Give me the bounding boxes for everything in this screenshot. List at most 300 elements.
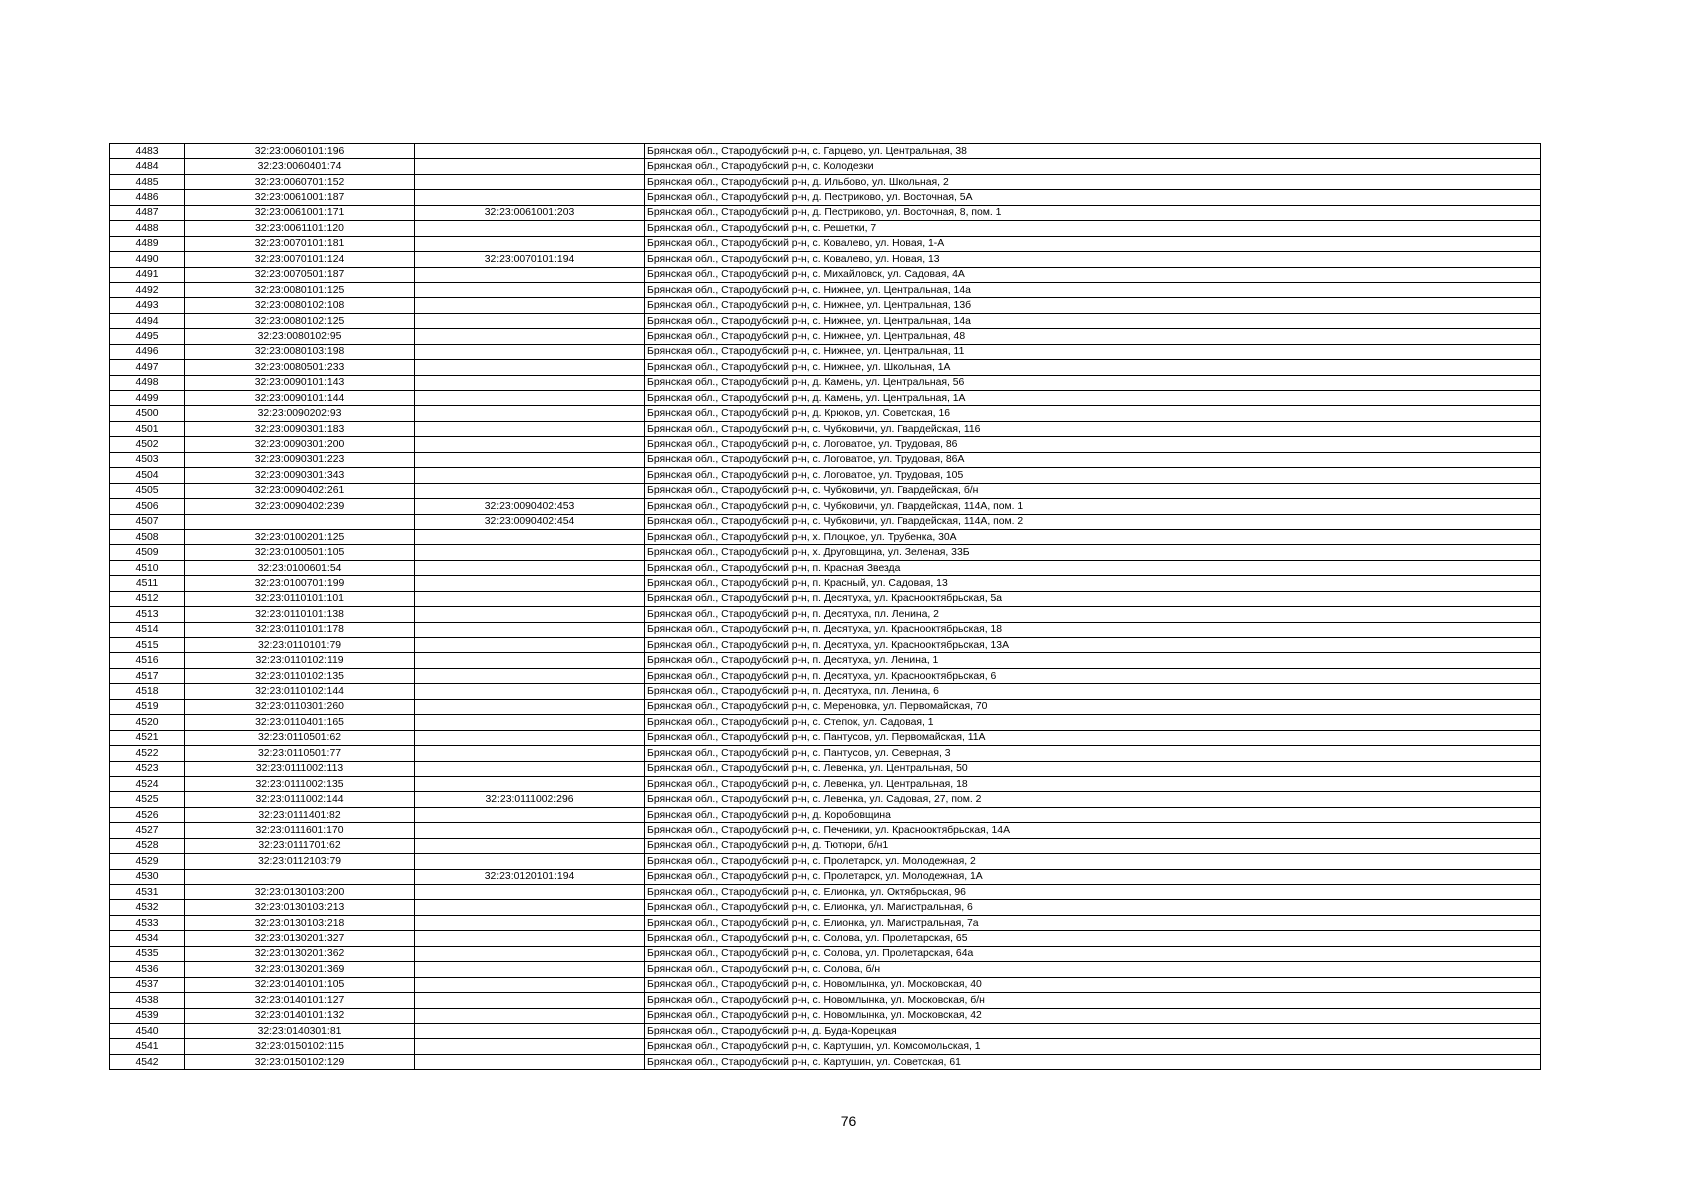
- cadastral-number-cell: 32:23:0112103:79: [185, 854, 415, 869]
- related-cadastral-number-cell: [415, 885, 645, 900]
- table-row: [110, 746, 1541, 761]
- row-number-cell: 4535: [110, 946, 185, 961]
- table-row: [110, 499, 1541, 514]
- address-cell: Брянская обл., Стародубский р-н, с. Михайловск, ул. Садовая, 4А: [645, 267, 1541, 282]
- table-row: [110, 699, 1541, 714]
- related-cadastral-number-cell: [415, 1039, 645, 1054]
- address-cell: Брянская обл., Стародубский р-н, п. Десятуха, ул. Краснооктябрьская, 5а: [645, 591, 1541, 606]
- cadastral-number-cell: 32:23:0070101:181: [185, 236, 415, 251]
- table-row: [110, 576, 1541, 591]
- cadastral-number-cell: 32:23:0080102:108: [185, 298, 415, 313]
- related-cadastral-number-cell: [415, 529, 645, 544]
- cadastral-number-cell: 32:23:0130201:327: [185, 931, 415, 946]
- row-number-cell: 4501: [110, 421, 185, 436]
- cadastral-number-cell: 32:23:0110101:178: [185, 622, 415, 637]
- row-number-cell: 4537: [110, 977, 185, 992]
- related-cadastral-number-cell: [415, 854, 645, 869]
- table-row: [110, 529, 1541, 544]
- table-row: [110, 1054, 1541, 1069]
- address-cell: Брянская обл., Стародубский р-н, с. Новомлынка, ул. Московская, 40: [645, 977, 1541, 992]
- row-number-cell: 4528: [110, 838, 185, 853]
- related-cadastral-number-cell: [415, 282, 645, 297]
- address-cell: Брянская обл., Стародубский р-н, д. Ильбово, ул. Школьная, 2: [645, 174, 1541, 189]
- cadastral-number-cell: 32:23:0080102:95: [185, 329, 415, 344]
- row-number-cell: 4533: [110, 915, 185, 930]
- related-cadastral-number-cell: [415, 1054, 645, 1069]
- cadastral-number-cell: 32:23:0080501:233: [185, 360, 415, 375]
- cadastral-number-cell: 32:23:0111002:113: [185, 761, 415, 776]
- cadastral-number-cell: 32:23:0080102:125: [185, 313, 415, 328]
- registry-table-body: [110, 144, 1541, 1070]
- related-cadastral-number-cell: [415, 406, 645, 421]
- address-cell: Брянская обл., Стародубский р-н, с. Нижнее, ул. Центральная, 14а: [645, 313, 1541, 328]
- table-row: [110, 1008, 1541, 1023]
- table-row: [110, 776, 1541, 791]
- related-cadastral-number-cell: [415, 329, 645, 344]
- row-number-cell: 4500: [110, 406, 185, 421]
- address-cell: Брянская обл., Стародубский р-н, с. Солова, ул. Пролетарская, 64а: [645, 946, 1541, 961]
- address-cell: Брянская обл., Стародубский р-н, с. Пролетарск, ул. Молодежная, 2: [645, 854, 1541, 869]
- related-cadastral-number-cell: [415, 298, 645, 313]
- row-number-cell: 4509: [110, 545, 185, 560]
- row-number-cell: 4505: [110, 483, 185, 498]
- related-cadastral-number-cell: [415, 576, 645, 591]
- cadastral-number-cell: 32:23:0100201:125: [185, 529, 415, 544]
- table-row: [110, 159, 1541, 174]
- row-number-cell: 4494: [110, 313, 185, 328]
- row-number-cell: 4502: [110, 437, 185, 452]
- related-cadastral-number-cell: [415, 900, 645, 915]
- cadastral-number-cell: 32:23:0110102:144: [185, 684, 415, 699]
- row-number-cell: 4516: [110, 653, 185, 668]
- row-number-cell: 4534: [110, 931, 185, 946]
- related-cadastral-number-cell: [415, 838, 645, 853]
- address-cell: Брянская обл., Стародубский р-н, с. Елионка, ул. Магистральная, 7а: [645, 915, 1541, 930]
- cadastral-number-cell: 32:23:0100601:54: [185, 560, 415, 575]
- table-row: [110, 607, 1541, 622]
- row-number-cell: 4536: [110, 962, 185, 977]
- table-row: [110, 205, 1541, 220]
- cadastral-number-cell: 32:23:0130103:218: [185, 915, 415, 930]
- table-row: [110, 792, 1541, 807]
- related-cadastral-number-cell: [415, 468, 645, 483]
- address-cell: Брянская обл., Стародубский р-н, с. Картушин, ул. Комсомольская, 1: [645, 1039, 1541, 1054]
- row-number-cell: 4531: [110, 885, 185, 900]
- address-cell: Брянская обл., Стародубский р-н, с. Новомлынка, ул. Московская, 42: [645, 1008, 1541, 1023]
- row-number-cell: 4518: [110, 684, 185, 699]
- row-number-cell: 4490: [110, 252, 185, 267]
- table-row: [110, 869, 1541, 884]
- address-cell: Брянская обл., Стародубский р-н, д. Тютюри, б/н1: [645, 838, 1541, 853]
- table-row: [110, 421, 1541, 436]
- cadastral-number-cell: [185, 514, 415, 529]
- address-cell: Брянская обл., Стародубский р-н, с. Печеники, ул. Краснооктябрьская, 14А: [645, 823, 1541, 838]
- row-number-cell: 4493: [110, 298, 185, 313]
- table-row: [110, 638, 1541, 653]
- row-number-cell: 4485: [110, 174, 185, 189]
- row-number-cell: 4522: [110, 746, 185, 761]
- table-row: [110, 144, 1541, 159]
- related-cadastral-number-cell: [415, 915, 645, 930]
- cadastral-number-cell: 32:23:0110101:138: [185, 607, 415, 622]
- row-number-cell: 4529: [110, 854, 185, 869]
- address-cell: Брянская обл., Стародубский р-н, д. Пестриково, ул. Восточная, 5А: [645, 190, 1541, 205]
- address-cell: Брянская обл., Стародубский р-н, с. Гарцево, ул. Центральная, 38: [645, 144, 1541, 159]
- row-number-cell: 4512: [110, 591, 185, 606]
- table-row: [110, 190, 1541, 205]
- row-number-cell: 4489: [110, 236, 185, 251]
- table-row: [110, 977, 1541, 992]
- row-number-cell: 4538: [110, 993, 185, 1008]
- table-row: [110, 437, 1541, 452]
- row-number-cell: 4526: [110, 807, 185, 822]
- cadastral-number-cell: [185, 869, 415, 884]
- table-row: [110, 993, 1541, 1008]
- cadastral-number-cell: 32:23:0110301:260: [185, 699, 415, 714]
- cadastral-number-cell: 32:23:0090402:239: [185, 499, 415, 514]
- address-cell: Брянская обл., Стародубский р-н, п. Красный, ул. Садовая, 13: [645, 576, 1541, 591]
- related-cadastral-number-cell: [415, 545, 645, 560]
- cadastral-number-cell: 32:23:0111401:82: [185, 807, 415, 822]
- table-row: [110, 221, 1541, 236]
- related-cadastral-number-cell: [415, 591, 645, 606]
- cadastral-number-cell: 32:23:0110501:62: [185, 730, 415, 745]
- row-number-cell: 4540: [110, 1023, 185, 1038]
- table-row: [110, 715, 1541, 730]
- address-cell: Брянская обл., Стародубский р-н, с. Пантусов, ул. Первомайская, 11А: [645, 730, 1541, 745]
- address-cell: Брянская обл., Стародубский р-н, с. Логоватое, ул. Трудовая, 86: [645, 437, 1541, 452]
- cadastral-number-cell: 32:23:0111601:170: [185, 823, 415, 838]
- table-row: [110, 267, 1541, 282]
- address-cell: Брянская обл., Стародубский р-н, д. Камень, ул. Центральная, 56: [645, 375, 1541, 390]
- row-number-cell: 4542: [110, 1054, 185, 1069]
- cadastral-number-cell: 32:23:0110501:77: [185, 746, 415, 761]
- row-number-cell: 4499: [110, 391, 185, 406]
- table-row: [110, 653, 1541, 668]
- table-row: [110, 406, 1541, 421]
- cadastral-number-cell: 32:23:0140101:132: [185, 1008, 415, 1023]
- cadastral-number-cell: 32:23:0111002:144: [185, 792, 415, 807]
- table-row: [110, 174, 1541, 189]
- address-cell: Брянская обл., Стародубский р-н, с. Нижнее, ул. Центральная, 13б: [645, 298, 1541, 313]
- related-cadastral-number-cell: [415, 344, 645, 359]
- row-number-cell: 4532: [110, 900, 185, 915]
- table-row: [110, 483, 1541, 498]
- related-cadastral-number-cell: [415, 638, 645, 653]
- table-row: [110, 823, 1541, 838]
- address-cell: Брянская обл., Стародубский р-н, с. Левенка, ул. Садовая, 27, пом. 2: [645, 792, 1541, 807]
- address-cell: Брянская обл., Стародубский р-н, с. Нижнее, ул. Школьная, 1А: [645, 360, 1541, 375]
- row-number-cell: 4498: [110, 375, 185, 390]
- row-number-cell: 4510: [110, 560, 185, 575]
- registry-table: [109, 143, 1541, 1070]
- address-cell: Брянская обл., Стародубский р-н, с. Степок, ул. Садовая, 1: [645, 715, 1541, 730]
- address-cell: Брянская обл., Стародубский р-н, с. Мереновка, ул. Первомайская, 70: [645, 699, 1541, 714]
- related-cadastral-number-cell: [415, 746, 645, 761]
- cadastral-number-cell: 32:23:0060101:196: [185, 144, 415, 159]
- row-number-cell: 4524: [110, 776, 185, 791]
- row-number-cell: 4504: [110, 468, 185, 483]
- related-cadastral-number-cell: [415, 622, 645, 637]
- row-number-cell: 4521: [110, 730, 185, 745]
- address-cell: Брянская обл., Стародубский р-н, с. Пантусов, ул. Северная, 3: [645, 746, 1541, 761]
- table-row: [110, 931, 1541, 946]
- cadastral-number-cell: 32:23:0130103:200: [185, 885, 415, 900]
- cadastral-number-cell: 32:23:0080103:198: [185, 344, 415, 359]
- address-cell: Брянская обл., Стародубский р-н, п. Красная Звезда: [645, 560, 1541, 575]
- cadastral-number-cell: 32:23:0111002:135: [185, 776, 415, 791]
- table-row: [110, 885, 1541, 900]
- table-row: [110, 344, 1541, 359]
- cadastral-number-cell: 32:23:0080101:125: [185, 282, 415, 297]
- cadastral-number-cell: 32:23:0090101:144: [185, 391, 415, 406]
- related-cadastral-number-cell: [415, 313, 645, 328]
- related-cadastral-number-cell: [415, 236, 645, 251]
- address-cell: Брянская обл., Стародубский р-н, х. Плоцкое, ул. Трубенка, 30А: [645, 529, 1541, 544]
- cadastral-number-cell: 32:23:0100501:105: [185, 545, 415, 560]
- table-row: [110, 329, 1541, 344]
- cadastral-number-cell: 32:23:0110101:79: [185, 638, 415, 653]
- related-cadastral-number-cell: 32:23:0090402:453: [415, 499, 645, 514]
- row-number-cell: 4491: [110, 267, 185, 282]
- address-cell: Брянская обл., Стародубский р-н, с. Ковалево, ул. Новая, 1-А: [645, 236, 1541, 251]
- row-number-cell: 4523: [110, 761, 185, 776]
- address-cell: Брянская обл., Стародубский р-н, с. Нижнее, ул. Центральная, 48: [645, 329, 1541, 344]
- address-cell: Брянская обл., Стародубский р-н, п. Десятуха, ул. Краснооктябрьская, 13А: [645, 638, 1541, 653]
- cadastral-number-cell: 32:23:0060701:152: [185, 174, 415, 189]
- related-cadastral-number-cell: [415, 931, 645, 946]
- row-number-cell: 4497: [110, 360, 185, 375]
- row-number-cell: 4484: [110, 159, 185, 174]
- row-number-cell: 4487: [110, 205, 185, 220]
- cadastral-number-cell: 32:23:0061001:187: [185, 190, 415, 205]
- row-number-cell: 4527: [110, 823, 185, 838]
- related-cadastral-number-cell: [415, 776, 645, 791]
- row-number-cell: 4525: [110, 792, 185, 807]
- related-cadastral-number-cell: [415, 607, 645, 622]
- address-cell: Брянская обл., Стародубский р-н, с. Елионка, ул. Октябрьская, 96: [645, 885, 1541, 900]
- table-row: [110, 915, 1541, 930]
- related-cadastral-number-cell: [415, 144, 645, 159]
- related-cadastral-number-cell: [415, 437, 645, 452]
- cadastral-number-cell: 32:23:0110102:135: [185, 668, 415, 683]
- table-row: [110, 560, 1541, 575]
- cadastral-number-cell: 32:23:0130201:362: [185, 946, 415, 961]
- table-row: [110, 622, 1541, 637]
- related-cadastral-number-cell: [415, 730, 645, 745]
- table-row: [110, 514, 1541, 529]
- cadastral-number-cell: 32:23:0090301:200: [185, 437, 415, 452]
- row-number-cell: 4513: [110, 607, 185, 622]
- related-cadastral-number-cell: [415, 684, 645, 699]
- row-number-cell: 4488: [110, 221, 185, 236]
- cadastral-number-cell: 32:23:0061101:120: [185, 221, 415, 236]
- address-cell: Брянская обл., Стародубский р-н, с. Картушин, ул. Советская, 61: [645, 1054, 1541, 1069]
- address-cell: Брянская обл., Стародубский р-н, с. Логоватое, ул. Трудовая, 105: [645, 468, 1541, 483]
- address-cell: Брянская обл., Стародубский р-н, д. Буда-Корецкая: [645, 1023, 1541, 1038]
- related-cadastral-number-cell: [415, 962, 645, 977]
- address-cell: Брянская обл., Стародубский р-н, с. Левенка, ул. Центральная, 18: [645, 776, 1541, 791]
- cadastral-number-cell: 32:23:0130201:369: [185, 962, 415, 977]
- row-number-cell: 4541: [110, 1039, 185, 1054]
- related-cadastral-number-cell: 32:23:0070101:194: [415, 252, 645, 267]
- address-cell: Брянская обл., Стародубский р-н, с. Колодезки: [645, 159, 1541, 174]
- cadastral-number-cell: 32:23:0150102:115: [185, 1039, 415, 1054]
- related-cadastral-number-cell: [415, 452, 645, 467]
- row-number-cell: 4511: [110, 576, 185, 591]
- related-cadastral-number-cell: 32:23:0111002:296: [415, 792, 645, 807]
- address-cell: Брянская обл., Стародубский р-н, с. Логоватое, ул. Трудовая, 86А: [645, 452, 1541, 467]
- table-row: [110, 962, 1541, 977]
- row-number-cell: 4515: [110, 638, 185, 653]
- address-cell: Брянская обл., Стародубский р-н, с. Пролетарск, ул. Молодежная, 1А: [645, 869, 1541, 884]
- cadastral-number-cell: 32:23:0090301:343: [185, 468, 415, 483]
- address-cell: Брянская обл., Стародубский р-н, с. Новомлынка, ул. Московская, б/н: [645, 993, 1541, 1008]
- related-cadastral-number-cell: [415, 807, 645, 822]
- table-row: [110, 375, 1541, 390]
- related-cadastral-number-cell: [415, 823, 645, 838]
- row-number-cell: 4496: [110, 344, 185, 359]
- table-row: [110, 468, 1541, 483]
- cadastral-number-cell: 32:23:0061001:171: [185, 205, 415, 220]
- related-cadastral-number-cell: [415, 483, 645, 498]
- cadastral-number-cell: 32:23:0140301:81: [185, 1023, 415, 1038]
- page-number: 76: [840, 1113, 857, 1129]
- row-number-cell: 4520: [110, 715, 185, 730]
- table-row: [110, 591, 1541, 606]
- address-cell: Брянская обл., Стародубский р-н, п. Десятуха, пл. Ленина, 2: [645, 607, 1541, 622]
- related-cadastral-number-cell: [415, 946, 645, 961]
- cadastral-number-cell: 32:23:0090101:143: [185, 375, 415, 390]
- row-number-cell: 4519: [110, 699, 185, 714]
- row-number-cell: 4486: [110, 190, 185, 205]
- table-row: [110, 252, 1541, 267]
- table-row: [110, 282, 1541, 297]
- related-cadastral-number-cell: 32:23:0061001:203: [415, 205, 645, 220]
- cadastral-number-cell: 32:23:0090301:183: [185, 421, 415, 436]
- related-cadastral-number-cell: [415, 421, 645, 436]
- address-cell: Брянская обл., Стародубский р-н, д. Коробовщина: [645, 807, 1541, 822]
- table-row: [110, 668, 1541, 683]
- related-cadastral-number-cell: [415, 360, 645, 375]
- cadastral-number-cell: 32:23:0140101:105: [185, 977, 415, 992]
- cadastral-number-cell: 32:23:0111701:62: [185, 838, 415, 853]
- address-cell: Брянская обл., Стародубский р-н, д. Крюков, ул. Советская, 16: [645, 406, 1541, 421]
- table-row: [110, 730, 1541, 745]
- row-number-cell: 4530: [110, 869, 185, 884]
- related-cadastral-number-cell: [415, 560, 645, 575]
- related-cadastral-number-cell: [415, 715, 645, 730]
- related-cadastral-number-cell: 32:23:0090402:454: [415, 514, 645, 529]
- address-cell: Брянская обл., Стародубский р-н, д. Пестриково, ул. Восточная, 8, пом. 1: [645, 205, 1541, 220]
- table-row: [110, 236, 1541, 251]
- cadastral-number-cell: 32:23:0090202:93: [185, 406, 415, 421]
- table-row: [110, 360, 1541, 375]
- address-cell: Брянская обл., Стародубский р-н, с. Ковалево, ул. Новая, 13: [645, 252, 1541, 267]
- related-cadastral-number-cell: [415, 174, 645, 189]
- address-cell: Брянская обл., Стародубский р-н, с. Солова, б/н: [645, 962, 1541, 977]
- row-number-cell: 4503: [110, 452, 185, 467]
- address-cell: Брянская обл., Стародубский р-н, с. Солова, ул. Пролетарская, 65: [645, 931, 1541, 946]
- cadastral-number-cell: 32:23:0060401:74: [185, 159, 415, 174]
- address-cell: Брянская обл., Стародубский р-н, с. Чубковичи, ул. Гвардейская, 114А, пом. 1: [645, 499, 1541, 514]
- address-cell: Брянская обл., Стародубский р-н, п. Десятуха, ул. Краснооктябрьская, 6: [645, 668, 1541, 683]
- table-row: [110, 545, 1541, 560]
- table-row: [110, 684, 1541, 699]
- address-cell: Брянская обл., Стародубский р-н, п. Десятуха, ул. Краснооктябрьская, 18: [645, 622, 1541, 637]
- address-cell: Брянская обл., Стародубский р-н, д. Камень, ул. Центральная, 1А: [645, 391, 1541, 406]
- related-cadastral-number-cell: [415, 977, 645, 992]
- related-cadastral-number-cell: [415, 267, 645, 282]
- related-cadastral-number-cell: 32:23:0120101:194: [415, 869, 645, 884]
- table-row: [110, 761, 1541, 776]
- table-row: [110, 1023, 1541, 1038]
- row-number-cell: 4517: [110, 668, 185, 683]
- related-cadastral-number-cell: [415, 391, 645, 406]
- address-cell: Брянская обл., Стародубский р-н, с. Нижнее, ул. Центральная, 11: [645, 344, 1541, 359]
- related-cadastral-number-cell: [415, 699, 645, 714]
- address-cell: Брянская обл., Стародубский р-н, с. Чубковичи, ул. Гвардейская, б/н: [645, 483, 1541, 498]
- related-cadastral-number-cell: [415, 1008, 645, 1023]
- address-cell: Брянская обл., Стародубский р-н, с. Чубковичи, ул. Гвардейская, 114А, пом. 2: [645, 514, 1541, 529]
- cadastral-number-cell: 32:23:0140101:127: [185, 993, 415, 1008]
- table-row: [110, 298, 1541, 313]
- related-cadastral-number-cell: [415, 375, 645, 390]
- table-row: [110, 854, 1541, 869]
- row-number-cell: 4507: [110, 514, 185, 529]
- cadastral-number-cell: 32:23:0100701:199: [185, 576, 415, 591]
- cadastral-number-cell: 32:23:0110102:119: [185, 653, 415, 668]
- address-cell: Брянская обл., Стародубский р-н, с. Левенка, ул. Центральная, 50: [645, 761, 1541, 776]
- address-cell: Брянская обл., Стародубский р-н, с. Решетки, 7: [645, 221, 1541, 236]
- cadastral-number-cell: 32:23:0070101:124: [185, 252, 415, 267]
- row-number-cell: 4506: [110, 499, 185, 514]
- row-number-cell: 4508: [110, 529, 185, 544]
- table-row: [110, 900, 1541, 915]
- cadastral-number-cell: 32:23:0130103:213: [185, 900, 415, 915]
- related-cadastral-number-cell: [415, 221, 645, 236]
- related-cadastral-number-cell: [415, 190, 645, 205]
- related-cadastral-number-cell: [415, 761, 645, 776]
- cadastral-number-cell: 32:23:0110401:165: [185, 715, 415, 730]
- table-row: [110, 391, 1541, 406]
- table-row: [110, 313, 1541, 328]
- related-cadastral-number-cell: [415, 1023, 645, 1038]
- address-cell: Брянская обл., Стародубский р-н, с. Чубковичи, ул. Гвардейская, 116: [645, 421, 1541, 436]
- address-cell: Брянская обл., Стародубский р-н, с. Елионка, ул. Магистральная, 6: [645, 900, 1541, 915]
- table-row: [110, 946, 1541, 961]
- related-cadastral-number-cell: [415, 993, 645, 1008]
- address-cell: Брянская обл., Стародубский р-н, х. Друговщина, ул. Зеленая, 33Б: [645, 545, 1541, 560]
- address-cell: Брянская обл., Стародубский р-н, п. Десятуха, пл. Ленина, 6: [645, 684, 1541, 699]
- table-row: [110, 1039, 1541, 1054]
- cadastral-number-cell: 32:23:0090402:261: [185, 483, 415, 498]
- cadastral-number-cell: 32:23:0150102:129: [185, 1054, 415, 1069]
- related-cadastral-number-cell: [415, 159, 645, 174]
- address-cell: Брянская обл., Стародубский р-н, с. Нижнее, ул. Центральная, 14а: [645, 282, 1541, 297]
- address-cell: Брянская обл., Стародубский р-н, п. Десятуха, ул. Ленина, 1: [645, 653, 1541, 668]
- cadastral-number-cell: 32:23:0070501:187: [185, 267, 415, 282]
- related-cadastral-number-cell: [415, 653, 645, 668]
- related-cadastral-number-cell: [415, 668, 645, 683]
- cadastral-number-cell: 32:23:0110101:101: [185, 591, 415, 606]
- table-row: [110, 807, 1541, 822]
- row-number-cell: 4483: [110, 144, 185, 159]
- row-number-cell: 4539: [110, 1008, 185, 1023]
- table-row: [110, 838, 1541, 853]
- row-number-cell: 4495: [110, 329, 185, 344]
- row-number-cell: 4514: [110, 622, 185, 637]
